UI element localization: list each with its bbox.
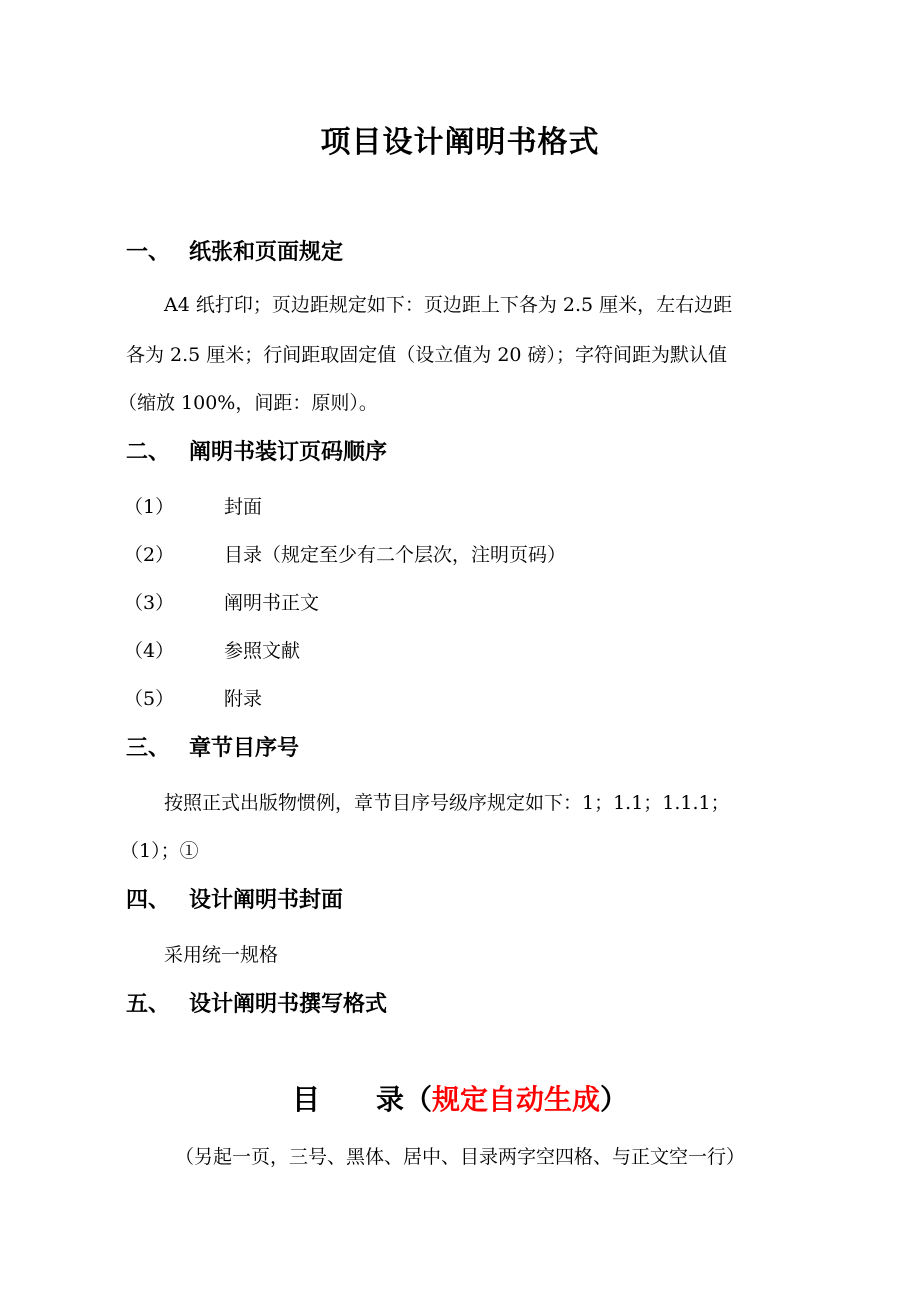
toc-note: （另起一页，三号、黑体、居中、目录两字空四格、与正文空一行） [174,1146,745,1168]
paragraph-line: （1）；① [120,840,199,862]
list-index: （2） [124,544,175,566]
list-text: 阐明书正文 [224,592,320,614]
list-index: （5） [124,688,175,710]
list-text: 参照文献 [224,640,301,662]
list-item [124,538,566,572]
list-item [124,586,319,620]
list-index: （3） [124,592,175,614]
section-heading-text: 设计阐明书撰写格式 [189,992,388,1017]
section-number: 三、 [126,736,171,761]
section-number: 一、 [126,240,171,265]
paragraph-line: A4 纸打印；页边距规定如下：页边距上下各为 2.5 厘米，左右边距 [164,294,733,316]
list-item [124,634,300,668]
section-heading-text: 设计阐明书封面 [189,888,344,913]
paragraph-line: 采用统一规格 [164,944,279,966]
list-text: 封面 [224,496,263,518]
section-heading-3 [126,732,299,766]
toc-title-char-2: 录（ [375,1083,432,1116]
toc-title-highlight: 规定自动生成 [432,1083,601,1116]
toc-title-char-1: 目 [291,1083,320,1116]
section-heading-text: 纸张和页面规定 [189,240,344,265]
list-text: 目录（规定至少有二个层次，注明页码） [224,544,567,566]
list-item [124,490,262,524]
section-heading-text: 阐明书装订页码顺序 [189,440,388,465]
toc-title-close: ） [600,1083,629,1116]
section-number: 五、 [126,992,171,1017]
paragraph-line: 各为 2.5 厘米；行间距取固定值（设立值为 20 磅）；字符间距为默认值 [126,344,728,366]
list-text: 附录 [224,688,263,710]
section-heading-1 [126,236,343,270]
section-heading-5 [126,988,387,1022]
list-item [124,682,262,716]
section-number: 二、 [126,440,171,465]
toc-title [0,1080,920,1120]
section-heading-text: 章节目序号 [189,736,300,761]
section-heading-4 [126,884,343,918]
list-index: （1） [124,496,175,518]
section-number: 四、 [126,888,171,913]
section-heading-2 [126,436,387,470]
paragraph-line: （缩放 100%，间距：原则）。 [118,392,378,414]
list-index: （4） [124,640,175,662]
document-title: 项目设计阐明书格式 [320,125,600,160]
paragraph-line: 按照正式出版物惯例，章节目序号级序规定如下：1；1.1；1.1.1； [164,792,730,814]
